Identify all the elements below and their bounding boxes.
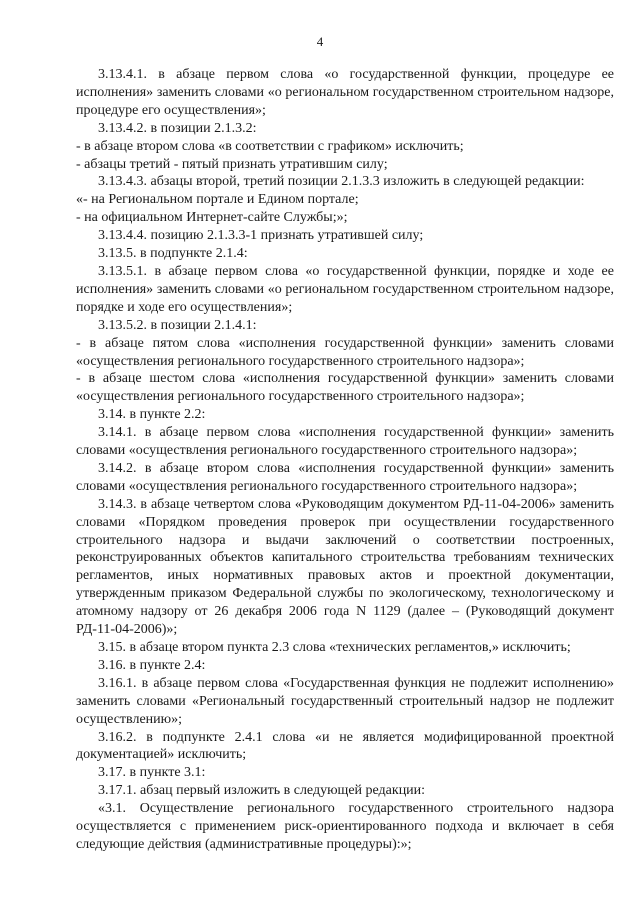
paragraph: 3.13.5.1. в абзаце первом слова «о государственной функции, порядке и ходе ее исполнения» заменить словами «о региональном государственном строительном надзоре, порядке и ходе его осуществления»; [76, 263, 614, 315]
paragraph: 3.14. в пункте 2.2: [98, 407, 206, 423]
paragraph: 3.13.4.2. в позиции 2.1.3.2: [98, 120, 257, 136]
paragraph: «3.1. Осуществление регионального государственного строительного надзора осуществляется с применением риск-ориентированного подхода и включает в себя следующие действия (административные процедуры):»; [76, 801, 614, 852]
paragraph: 3.13.4.4. позицию 2.1.3.3-1 признать утратившей силу; [98, 228, 424, 244]
paragraph: - в абзаце втором слова «в соответствии с графиком» исключить; [76, 138, 464, 154]
paragraph: 3.14.1. в абзаце первом слова «исполнения государственной функции» заменить словами «осуществления регионального государственного строительного надзора»; [76, 425, 614, 459]
paragraph: - абзацы третий - пятый признать утратившим силу; [76, 156, 388, 172]
paragraph: 3.15. в абзаце втором пункта 2.3 слова «технических регламентов,» исключить; [98, 640, 571, 655]
paragraph: - в абзаце шестом слова «исполнения государственной функции» заменить словами «осуществления регионального государственного строительного надзора»; [76, 371, 614, 405]
paragraph: 3.17.1. абзац первый изложить в следующей редакции: [98, 783, 426, 799]
paragraph: 3.16. в пункте 2.4: [98, 657, 206, 673]
paragraph: 3.13.4.3. абзацы второй, третий позиции 2.1.3.3 изложить в следующей редакции: [98, 174, 585, 190]
paragraph: 3.16.2. в подпункте 2.4.1 слова «и не является модифицированной проектной документацией» исключить; [76, 729, 614, 763]
paragraph: - в абзаце пятом слова «исполнения государственной функции» заменить словами «осуществления регионального государственного строительного надзора»; [76, 335, 614, 369]
paragraph: 3.13.5. в подпункте 2.1.4: [98, 246, 248, 262]
paragraph: «- на Региональном портале и Едином портале; [76, 192, 359, 208]
paragraph: - на официальном Интернет-сайте Службы;»; [76, 210, 348, 226]
paragraph: 3.13.5.2. в позиции 2.1.4.1: [98, 317, 257, 333]
paragraph: 3.17. в пункте 3.1: [98, 765, 206, 781]
paragraph: 3.13.4.1. в абзаце первом слова «о государственной функции, процедуре ее исполнения» заменить словами «о региональном государственном строительном надзоре, процедуре его осуществления»; [76, 67, 614, 118]
paragraph: 3.16.1. в абзаце первом слова «Государственная функция не подлежит исполнению» заменить словами «Региональный государственный строительный надзор не подлежит осуществлению»; [76, 675, 614, 727]
paragraph: 3.14.3. в абзаце четвертом слова «Руководящим документом РД-11-04-2006» заменить словами «Порядком проведения проверок при осуществлении государственного строительного надзора и выдачи заключений о соответствии построенных, реконструированных объектов капитального строительства требованиям технических регламентов, иных нормативных правовых актов и проектной документации, утвержденным приказом Федеральной службы по экологическому, технологическому и атомному надзору от 26 декабря 2006 года N 1129 (далее – (Руководящий документ РД-11-04-2006)»; [76, 496, 614, 638]
document-body [76, 66, 614, 854]
paragraph: 3.14.2. в абзаце втором слова «исполнения государственной функции» заменить словами «осуществления регионального государственного строительного надзора»; [76, 460, 614, 494]
page-number: 4 [316, 34, 324, 49]
